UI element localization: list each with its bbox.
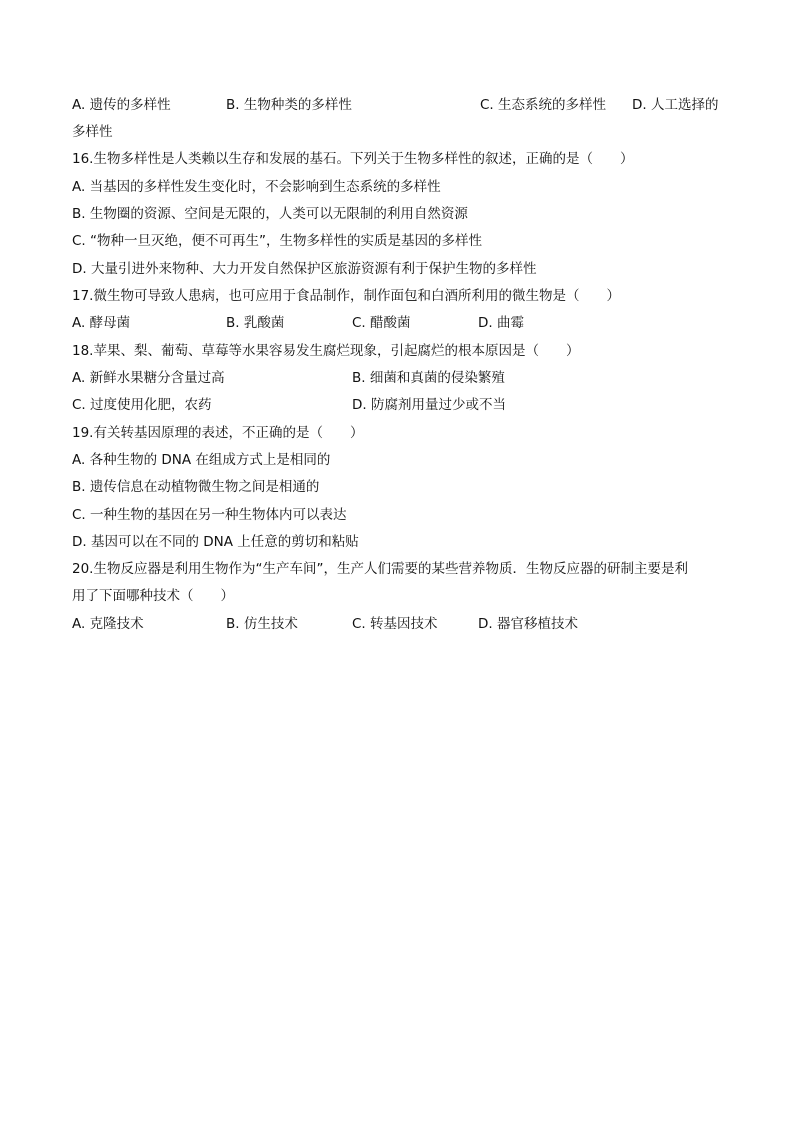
q16-option-d: D. 大量引进外来物种、大力开发自然保护区旅游资源有利于保护生物的多样性 [72,261,537,277]
q15-option-a: A. 遗传的多样性 [72,97,171,113]
q16-stem: 16.生物多样性是人类赖以生存和发展的基石。下列关于生物多样性的叙述，正确的是（ ） [72,151,634,167]
q18-option-a: A. 新鲜水果糖分含量过高 [72,370,225,386]
q18-option-d: D. 防腐剂用量过少或不当 [352,397,506,413]
q20-option-b: B. 仿生技术 [226,616,298,632]
q20-stem: 20.生物反应器是利用生物作为“生产车间”，生产人们需要的某些营养物质．生物反应器的研制主要是利 [72,561,688,577]
q19-option-c: C. 一种生物的基因在另一种生物体内可以表达 [72,507,347,523]
q17-option-c: C. 醋酸菌 [352,315,411,331]
q15-option-b: B. 生物种类的多样性 [226,97,352,113]
q19-option-d: D. 基因可以在不同的 DNA 上任意的剪切和粘贴 [72,534,359,550]
q15-option-d: D. 人工选择的 [632,97,719,113]
q16-option-b: B. 生物圈的资源、空间是无限的，人类可以无限制的利用自然资源 [72,206,468,222]
q18-option-c: C. 过度使用化肥，农药 [72,397,212,413]
q17-option-a: A. 酵母菌 [72,315,131,331]
q19-option-a: A. 各种生物的 DNA 在组成方式上是相同的 [72,452,331,468]
q15-option-c: C. 生态系统的多样性 [480,97,607,113]
q17-option-b: B. 乳酸菌 [226,315,285,331]
q19-option-b: B. 遗传信息在动植物微生物之间是相通的 [72,479,320,495]
q17-stem: 17.微生物可导致人患病，也可应用于食品制作，制作面包和白酒所利用的微生物是（ ） [72,288,620,304]
q20-stem-continued: 用了下面哪种技术（ ） [72,588,234,604]
q16-option-a: A. 当基因的多样性发生变化时，不会影响到生态系统的多样性 [72,179,441,195]
q18-stem: 18.苹果、梨、葡萄、草莓等水果容易发生腐烂现象，引起腐烂的根本原因是（ ） [72,343,580,359]
q17-option-d: D. 曲霉 [478,315,524,331]
q19-stem: 19.有关转基因原理的表述，不正确的是（ ） [72,425,364,441]
q18-option-b: B. 细菌和真菌的侵染繁殖 [352,370,505,386]
q20-option-a: A. 克隆技术 [72,616,144,632]
q20-option-d: D. 器官移植技术 [478,616,578,632]
q15-option-d-continued: 多样性 [72,124,113,140]
q16-option-c: C. “物种一旦灭绝，便不可再生”，生物多样性的实质是基因的多样性 [72,233,482,249]
q20-option-c: C. 转基因技术 [352,616,438,632]
